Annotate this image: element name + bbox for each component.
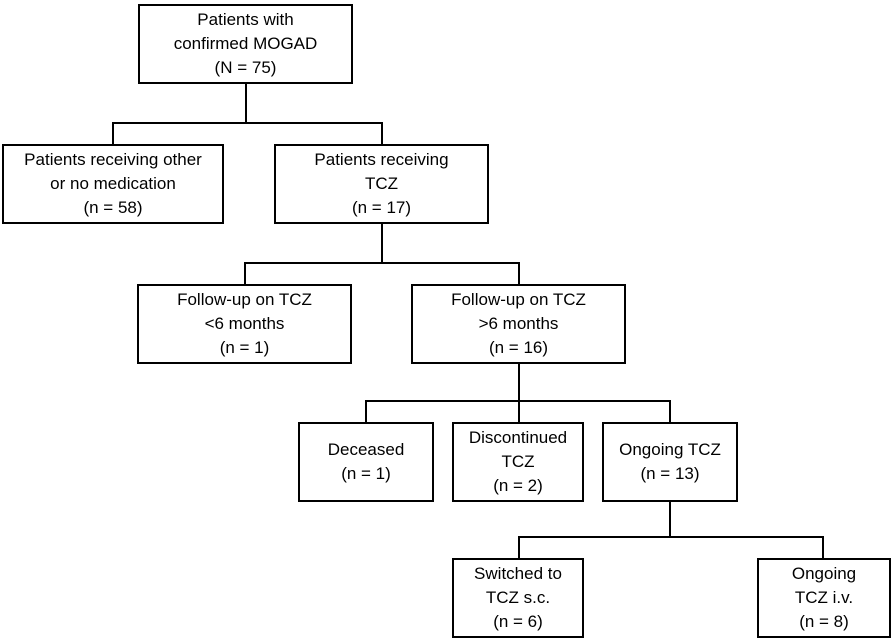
- node-text-line: TCZ: [501, 452, 535, 471]
- node-deceased: [298, 422, 434, 502]
- connector-to-ongoing-iv: [822, 536, 824, 558]
- connector-tcz-stem: [381, 224, 383, 262]
- node-followup-tcz-less-6-months: [137, 284, 352, 364]
- node-text-line: Ongoing: [791, 564, 857, 583]
- node-text-line: Follow-up on TCZ: [177, 290, 312, 309]
- node-text-line: Switched to: [474, 564, 562, 583]
- node-text-line: confirmed MOGAD: [173, 34, 318, 53]
- connector-followup-stem: [518, 364, 520, 400]
- node-text-line: <6 months: [204, 314, 285, 333]
- node-patients-other-or-no-medication: [2, 144, 224, 224]
- connector-level4-bus: [518, 536, 824, 538]
- connector-to-followup-lt6: [244, 262, 246, 284]
- node-text-line: (n = 1): [219, 338, 270, 357]
- connector-level1-bus: [112, 122, 382, 124]
- connector-to-switched-sc: [518, 536, 520, 558]
- node-text-line: TCZ i.v.: [794, 588, 854, 607]
- node-text-line: (n = 2): [493, 476, 543, 495]
- connector-level2-bus: [244, 262, 519, 264]
- node-text-line: (n = 8): [799, 612, 849, 631]
- node-text-line: (n = 6): [493, 612, 543, 631]
- node-text-line: (n = 58): [83, 198, 143, 217]
- connector-ongoing-stem: [669, 502, 671, 536]
- node-switched-to-tcz-sc: [452, 558, 584, 638]
- node-text-line: Patients receiving other: [24, 150, 202, 169]
- node-text-line: (n = 16): [488, 338, 549, 357]
- node-text-line: >6 months: [478, 314, 559, 333]
- node-ongoing-tcz-iv: [757, 558, 891, 638]
- node-text-line: Ongoing TCZ: [619, 440, 721, 459]
- node-text-line: Patients with: [197, 10, 294, 29]
- node-text-line: Discontinued: [468, 428, 568, 447]
- connector-to-deceased: [365, 400, 367, 422]
- node-text-line: (N = 75): [214, 58, 277, 77]
- connector-to-other-med: [112, 122, 114, 144]
- node-followup-tcz-more-6-months: [411, 284, 626, 364]
- node-text-line: (n = 13): [640, 464, 700, 483]
- node-patients-receiving-tcz: [274, 144, 489, 224]
- node-patients-confirmed-mogad: [138, 4, 353, 84]
- node-discontinued-tcz: [452, 422, 584, 502]
- connector-to-ongoing-tcz: [669, 400, 671, 422]
- node-text-line: (n = 17): [351, 198, 412, 217]
- node-text-line: Follow-up on TCZ: [451, 290, 586, 309]
- connector-to-discontinued: [518, 400, 520, 422]
- node-text-line: TCZ: [364, 174, 399, 193]
- node-text-line: (n = 1): [341, 464, 391, 483]
- connector-to-followup-gt6: [518, 262, 520, 284]
- node-text-line: Patients receiving: [314, 150, 449, 169]
- node-ongoing-tcz: [602, 422, 738, 502]
- connector-to-receiving-tcz: [381, 122, 383, 144]
- node-text-line: or no medication: [50, 174, 176, 193]
- node-text-line: Deceased: [327, 440, 405, 459]
- node-text-line: TCZ s.c.: [485, 588, 551, 607]
- connector-root-stem: [245, 84, 247, 122]
